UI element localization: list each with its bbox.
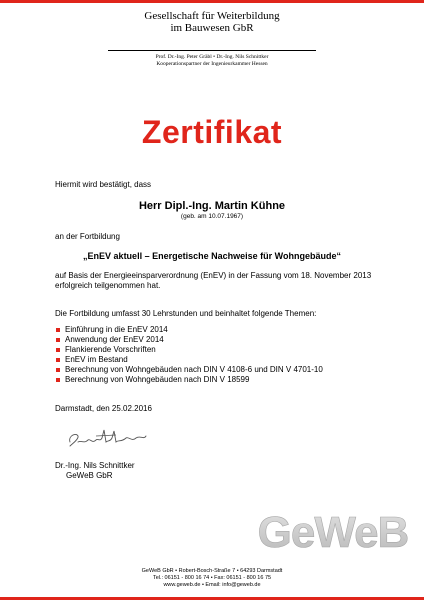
- topics-intro: Die Fortbildung umfasst 30 Lehrstunden und beinhaltet folgende Themen:: [55, 309, 317, 318]
- footer-web: www.geweb.de • Email: info@geweb.de: [163, 582, 261, 588]
- topic-item: Einführung in die EnEV 2014: [55, 325, 323, 335]
- topic-item: Berechnung von Wohngebäuden nach DIN V 4108-6 und DIN V 4701-10: [55, 365, 323, 375]
- course-title: „EnEV aktuell – Energetische Nachweise für Wohngebäude“: [83, 251, 341, 261]
- certificate-title: Zertifikat: [141, 114, 283, 150]
- header-divider: [108, 50, 316, 51]
- footer-phone: Tel.: 06151 - 800 16 74 • Fax: 06151 - 800 16 75: [152, 575, 272, 581]
- topic-item: Anwendung der EnEV 2014: [55, 335, 323, 345]
- org-name-line2: im Bauwesen GbR: [170, 22, 254, 34]
- topics-list: [55, 325, 323, 385]
- signature-image: [66, 428, 148, 448]
- topic-item: Flankierende Vorschriften: [55, 345, 323, 355]
- org-name-line1: Gesellschaft für Weiterbildung: [144, 10, 280, 22]
- geweb-logo: [258, 500, 408, 558]
- course-intro: an der Fortbildung: [55, 232, 120, 241]
- basis-line1: auf Basis der Energieeinsparverordnung (EnEV) in der Fassung vom 18. November 2013: [55, 271, 372, 280]
- place-date: Darmstadt, den 25.02.2016: [55, 404, 152, 413]
- recipient-name: Herr Dipl.-Ing. Martin Kühne: [138, 200, 286, 212]
- basis-line2: erfolgreich teilgenommen hat.: [55, 281, 161, 290]
- partner-line: Kooperationspartner der Ingenieurkammer Hessen: [156, 61, 268, 67]
- intro-text: Hiermit wird bestätigt, dass: [55, 180, 152, 189]
- top-red-bar: [0, 0, 424, 3]
- svg-text:GeWeB: GeWeB: [258, 508, 408, 557]
- letterhead: [0, 10, 424, 34]
- footer-address: GeWeB GbR • Robert-Bosch-Straße 7 • 64293 Darmstadt: [141, 568, 283, 574]
- signer-org: GeWeB GbR: [66, 471, 113, 480]
- recipient-birthdate: (geb. am 10.07.1967): [180, 213, 244, 220]
- topic-item: Berechnung von Wohngebäuden nach DIN V 18599: [55, 375, 323, 385]
- directors-line: Prof. Dr.-Ing. Peter Gräbl • Dr.-Ing. Nils Schnittker: [155, 54, 269, 60]
- topic-item: EnEV im Bestand: [55, 355, 323, 365]
- signer-name: Dr.-Ing. Nils Schnittker: [55, 461, 135, 470]
